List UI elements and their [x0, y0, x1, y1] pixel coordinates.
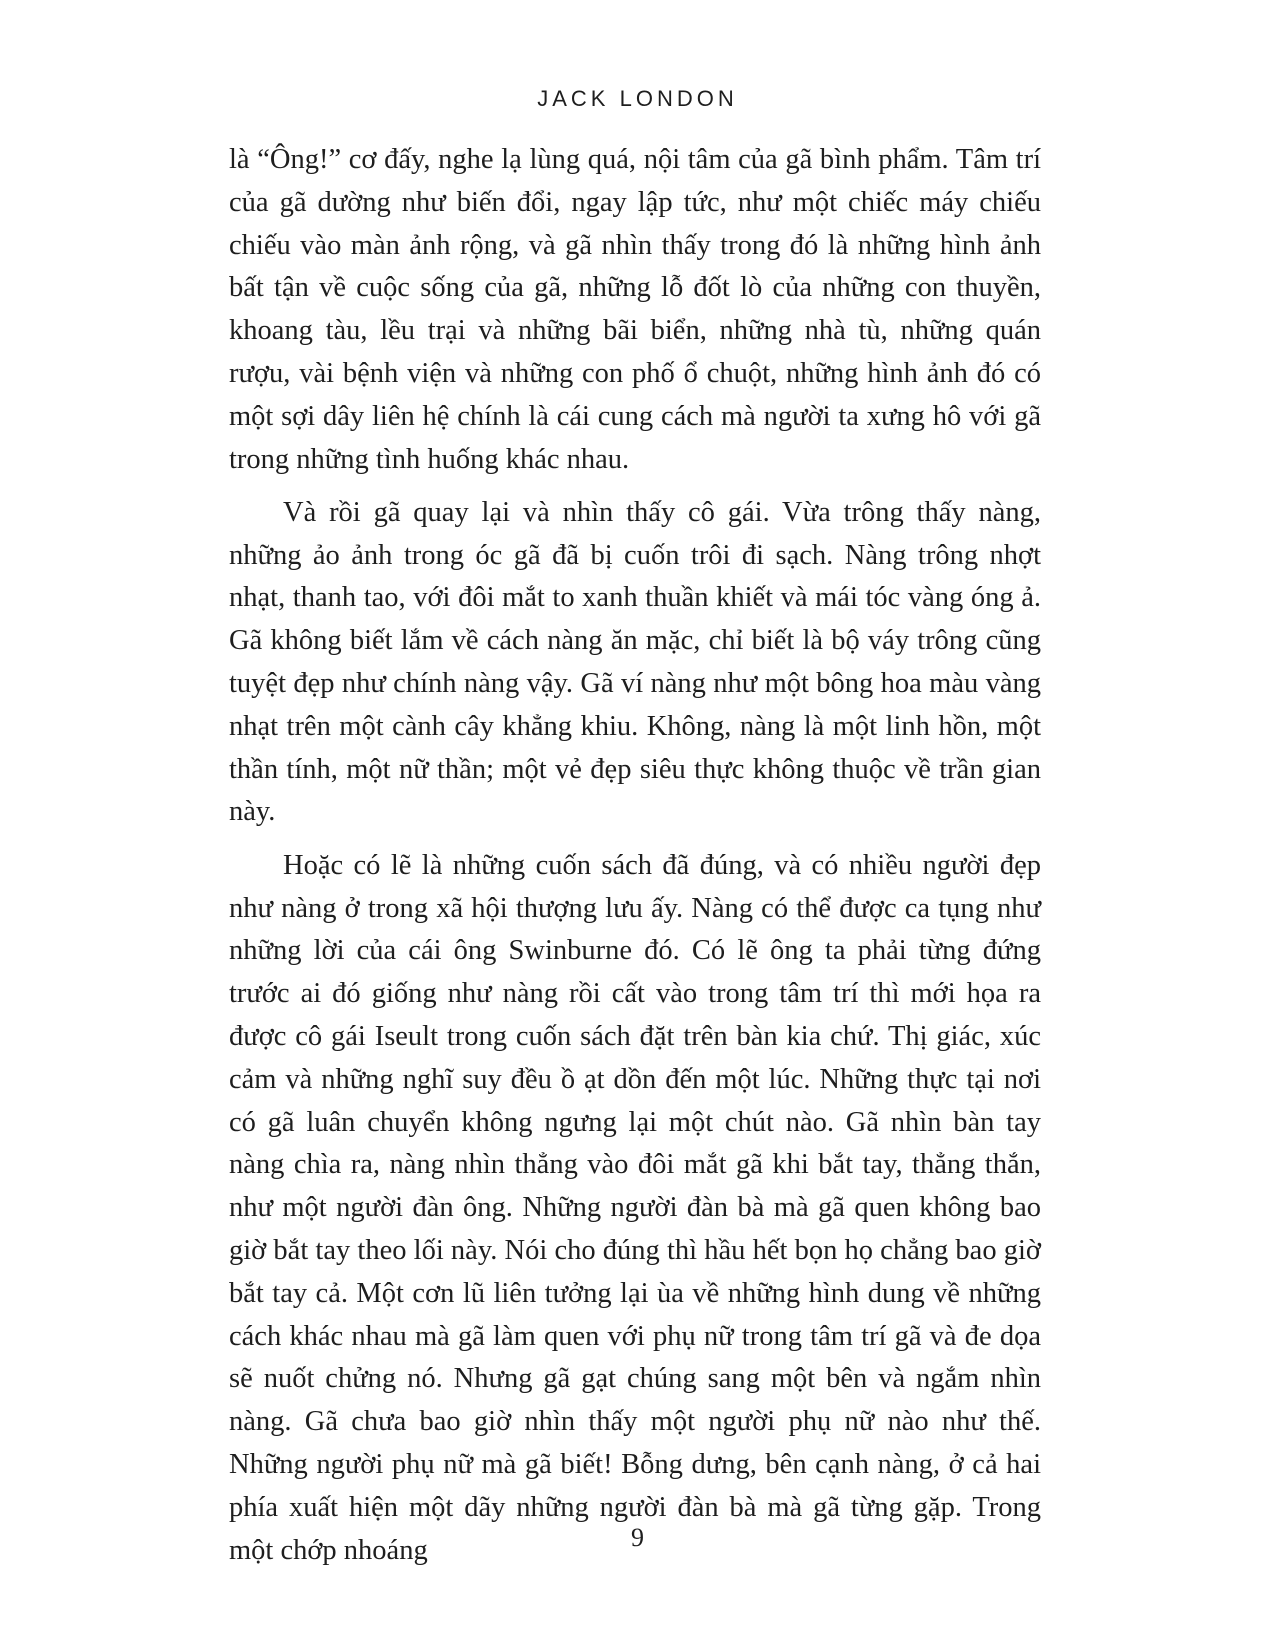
paragraph-books-were-right: Hoặc có lẽ là những cuốn sách đã đúng, và có nhiều người đẹp như nàng ở trong xã hội thượng lưu ấy. Nàng có thể được ca tụng như những lời của cái ông Swinburne đó. Có lẽ ông ta phải từng đứng trước ai đó giống như nàng rồi cất vào trong tâm trí thì mới họa ra được cô gái Iseult trong cuốn sách đặt trên bàn kia chứ. Thị giác, xúc cảm và những nghĩ suy đều ồ ạt dồn đến một lúc. Những thực tại nơi có gã luân chuyển không ngưng lại một chút nào. Gã nhìn bàn tay nàng chìa ra, nàng nhìn thẳng vào đôi mắt gã khi bắt tay, thẳng thắn, như một người đàn ông. Những người đàn bà mà gã quen không bao giờ bắt tay theo lối này. Nói cho đúng thì hầu hết bọn họ chẳng bao giờ bắt tay cả. Một cơn lũ liên tưởng lại ùa về những hình dung về những cách khác nhau mà gã làm quen với phụ nữ trong tâm trí gã và đe dọa sẽ nuốt chửng nó. Nhưng gã gạt chúng sang một bên và ngắm nhìn nàng. Gã chưa bao giờ nhìn thấy một người phụ nữ nào như thế. Những người phụ nữ mà gã biết! Bỗng dưng, bên cạnh nàng, ở cả hai phía xuất hiện một dãy những người đàn bà mà gã từng gặp. Trong một chớp nhoáng [229, 849, 1041, 1566]
running-head-author: JACK LONDON [537, 86, 738, 111]
paragraph-turn-to-girl: Và rồi gã quay lại và nhìn thấy cô gái. Vừa trông thấy nàng, những ảo ảnh trong óc gã đã bị cuốn trôi đi sạch. Nàng trông nhợt nhạt, thanh tao, với đôi mắt to xanh thuần khiết và mái tóc vàng óng ả. Gã không biết lắm về cách nàng ăn mặc, chỉ biết là bộ váy trông cũng tuyệt đẹp như chính nàng vậy. Gã ví nàng như một bông hoa màu vàng nhạt trên một cành cây khẳng khiu. Không, nàng là một linh hồn, một thần tính, một nữ thần; một vẻ đẹp siêu thực không thuộc về trần gian này. [229, 496, 1041, 828]
paragraph-continuation: là “Ông!” cơ đấy, nghe lạ lùng quá, nội tâm của gã bình phẩm. Tâm trí của gã dường như biến đổi, ngay lập tức, như một chiếc máy chiếu chiếu vào màn ảnh rộng, và gã nhìn thấy trong đó là những hình ảnh bất tận về cuộc sống của gã, những lỗ đốt lò của những con thuyền, khoang tàu, lều trại và những bãi biển, những nhà tù, những quán rượu, vài bệnh viện và những con phố ổ chuột, những hình ảnh đó có một sợi dây liên hệ chính là cái cung cách mà người ta xưng hô với gã trong những tình huống khác nhau. [229, 144, 1041, 475]
page-number: 9 [631, 1523, 644, 1552]
body-text [229, 139, 1041, 1583]
